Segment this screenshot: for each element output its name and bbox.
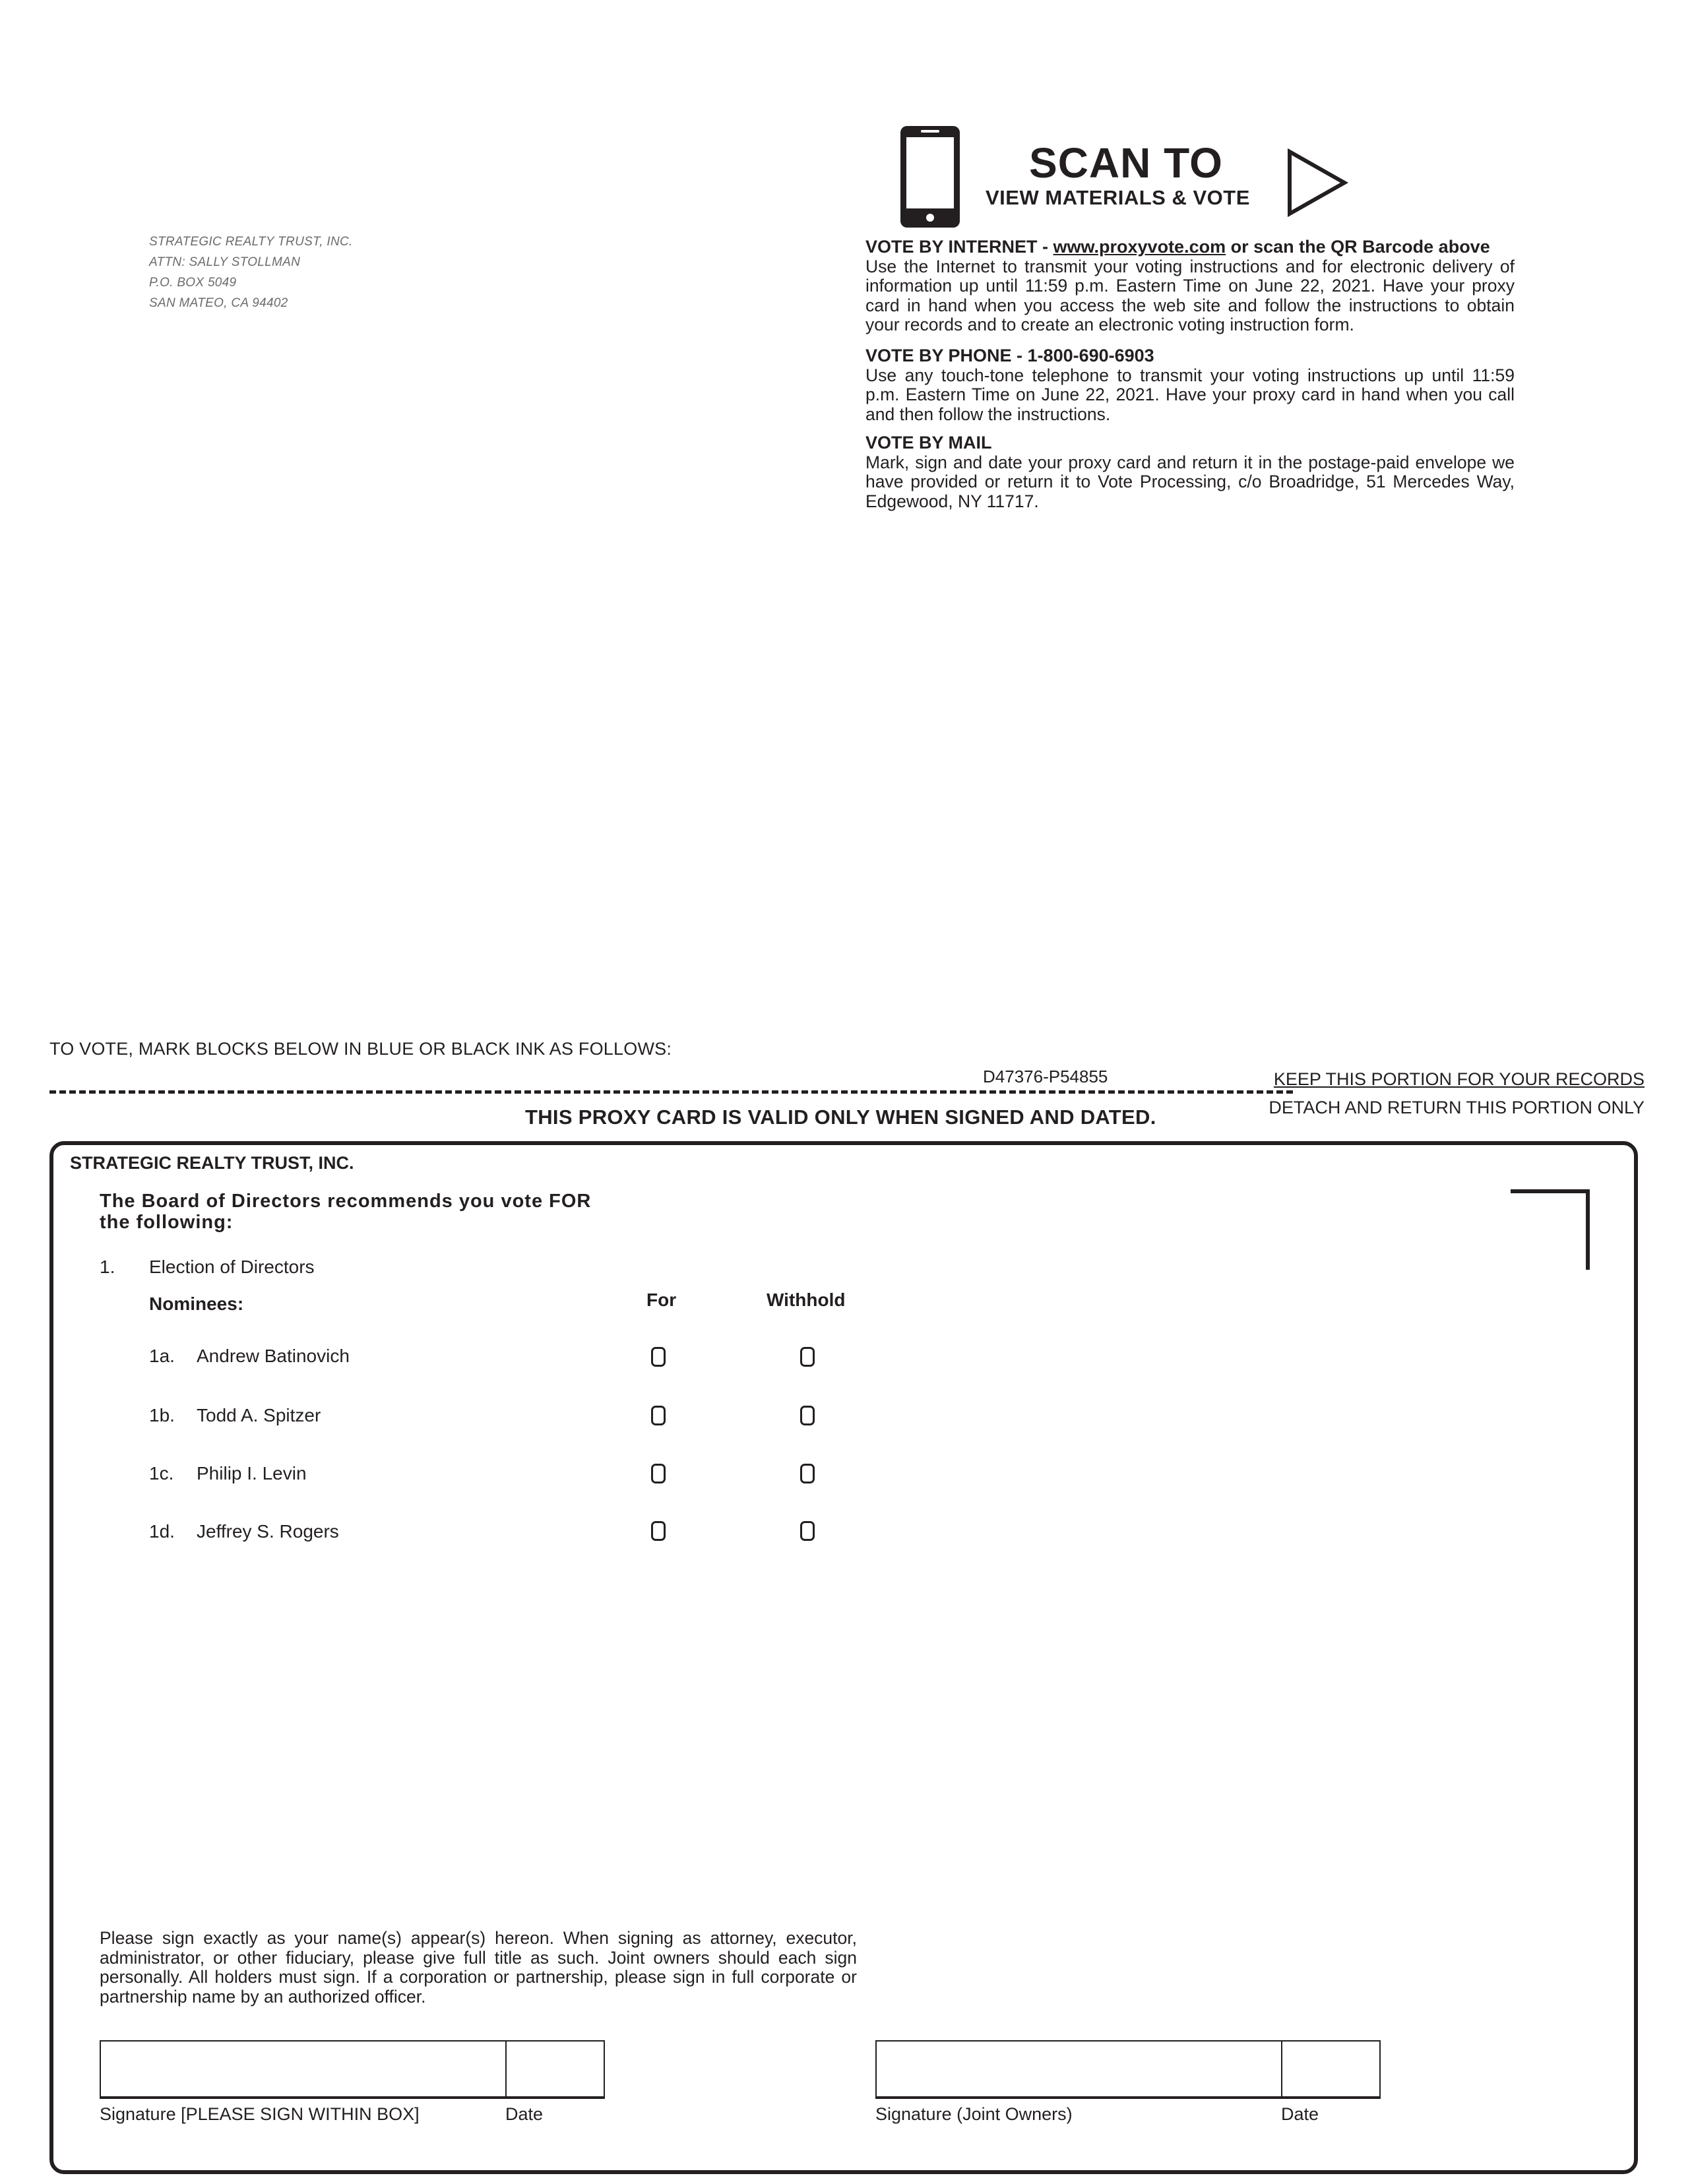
- scan-subtitle: VIEW MATERIALS & VOTE: [986, 186, 1250, 209]
- vote-by-mail-section: [865, 433, 1515, 511]
- for-checkbox-1d[interactable]: [651, 1521, 666, 1541]
- vote-by-internet-section: [865, 237, 1515, 335]
- joint-signature-date-divider: [1281, 2040, 1282, 2099]
- detach-dashed-line: [49, 1090, 1293, 1094]
- valid-notice: THIS PROXY CARD IS VALID ONLY WHEN SIGNED AND DATED.: [525, 1106, 1156, 1129]
- withhold-checkbox-1b[interactable]: [800, 1406, 815, 1425]
- vote-by-phone-section: [865, 346, 1515, 424]
- joint-signature-label: Signature (Joint Owners): [875, 2104, 1073, 2124]
- proxyvote-link[interactable]: www.proxyvote.com: [1053, 237, 1226, 257]
- control-reference-code: D47376-P54855: [983, 1067, 1108, 1086]
- nominee-number: 1a.: [149, 1346, 175, 1366]
- play-triangle-icon: [1286, 148, 1350, 217]
- signature-box[interactable]: [100, 2040, 605, 2099]
- return-address-line-3: P.O. BOX 5049: [149, 276, 237, 290]
- vote-by-internet-body: Use the Internet to transmit your voting instructions and for electronic delivery of information up until 11:59 p.m. Eastern Time on June 22, 2021. Have your proxy card in hand when you access the web site and follow the instructions to obtain your records and to create an electronic voting instruction form.: [865, 256, 1515, 334]
- nominees-heading: Nominees:: [149, 1294, 244, 1314]
- keep-portion-label: KEEP THIS PORTION FOR YOUR RECORDS: [1273, 1069, 1645, 1089]
- vote-by-phone-body: Use any touch-tone telephone to transmit your voting instructions up until 11:59 p.m. Eastern Time on June 22, 2021. Have your proxy card in hand when you call and then follow the instructions.: [865, 365, 1515, 424]
- vote-by-mail-body: Mark, sign and date your proxy card and return it in the postage-paid envelope we have provided or return it to Vote Processing, c/o Broadridge, 51 Mercedes Way, Edgewood, NY 11717.: [865, 452, 1515, 511]
- vote-internet-suffix: or scan the QR Barcode above: [1226, 237, 1490, 257]
- for-checkbox-1b[interactable]: [651, 1406, 666, 1425]
- nominee-number: 1b.: [149, 1405, 175, 1425]
- proposal-title: Election of Directors: [149, 1257, 315, 1277]
- nominee-number: 1c.: [149, 1463, 174, 1483]
- scan-title: SCAN TO: [1029, 139, 1223, 187]
- signature-date-divider: [505, 2040, 507, 2099]
- board-recommendation: The Board of Directors recommends you vote FOR the following:: [100, 1191, 592, 1233]
- vote-by-mail-heading: VOTE BY MAIL: [865, 433, 992, 452]
- for-column-header: For: [646, 1290, 677, 1310]
- withhold-column-header: Withhold: [767, 1290, 846, 1310]
- smartphone-icon: [898, 124, 962, 230]
- nominee-name: Andrew Batinovich: [197, 1346, 350, 1366]
- vote-by-internet-heading: [865, 237, 1515, 257]
- signature-label: Signature [PLEASE SIGN WITHIN BOX]: [100, 2104, 420, 2124]
- return-address-line-4: SAN MATEO, CA 94402: [149, 296, 288, 310]
- nominee-name: Jeffrey S. Rogers: [197, 1521, 339, 1542]
- return-address-line-2: ATTN: SALLY STOLLMAN: [149, 255, 301, 269]
- withhold-checkbox-1d[interactable]: [800, 1521, 815, 1541]
- joint-signature-box[interactable]: [875, 2040, 1381, 2099]
- card-company-name: STRATEGIC REALTY TRUST, INC.: [70, 1153, 354, 1173]
- date-label: Date: [505, 2104, 544, 2124]
- vote-internet-prefix: VOTE BY INTERNET -: [865, 237, 1053, 257]
- withhold-checkbox-1a[interactable]: [800, 1347, 815, 1367]
- nominee-number: 1d.: [149, 1521, 175, 1542]
- marking-instructions: TO VOTE, MARK BLOCKS BELOW IN BLUE OR BLACK INK AS FOLLOWS:: [49, 1039, 672, 1059]
- nominee-name: Todd A. Spitzer: [197, 1405, 321, 1425]
- corner-registration-mark: [1511, 1189, 1591, 1270]
- return-address-line-1: STRATEGIC REALTY TRUST, INC.: [149, 235, 353, 249]
- joint-date-label: Date: [1281, 2104, 1319, 2124]
- detach-portion-label: DETACH AND RETURN THIS PORTION ONLY: [1269, 1098, 1645, 1117]
- for-checkbox-1c[interactable]: [651, 1464, 666, 1483]
- nominee-name: Philip I. Levin: [197, 1463, 307, 1483]
- signing-instructions: Please sign exactly as your name(s) appear(s) hereon. When signing as attorney, executor, administrator, or other fiduciary, please give full title as such. Joint owners should each sign personally. All holders must sign. If a corporation or partnership, please sign in full corporate or partnership name by an authorized officer.: [100, 1928, 857, 2007]
- withhold-checkbox-1c[interactable]: [800, 1464, 815, 1483]
- for-checkbox-1a[interactable]: [651, 1347, 666, 1367]
- proposal-number: 1.: [100, 1257, 115, 1277]
- vote-by-phone-heading: VOTE BY PHONE - 1-800-690-6903: [865, 346, 1154, 365]
